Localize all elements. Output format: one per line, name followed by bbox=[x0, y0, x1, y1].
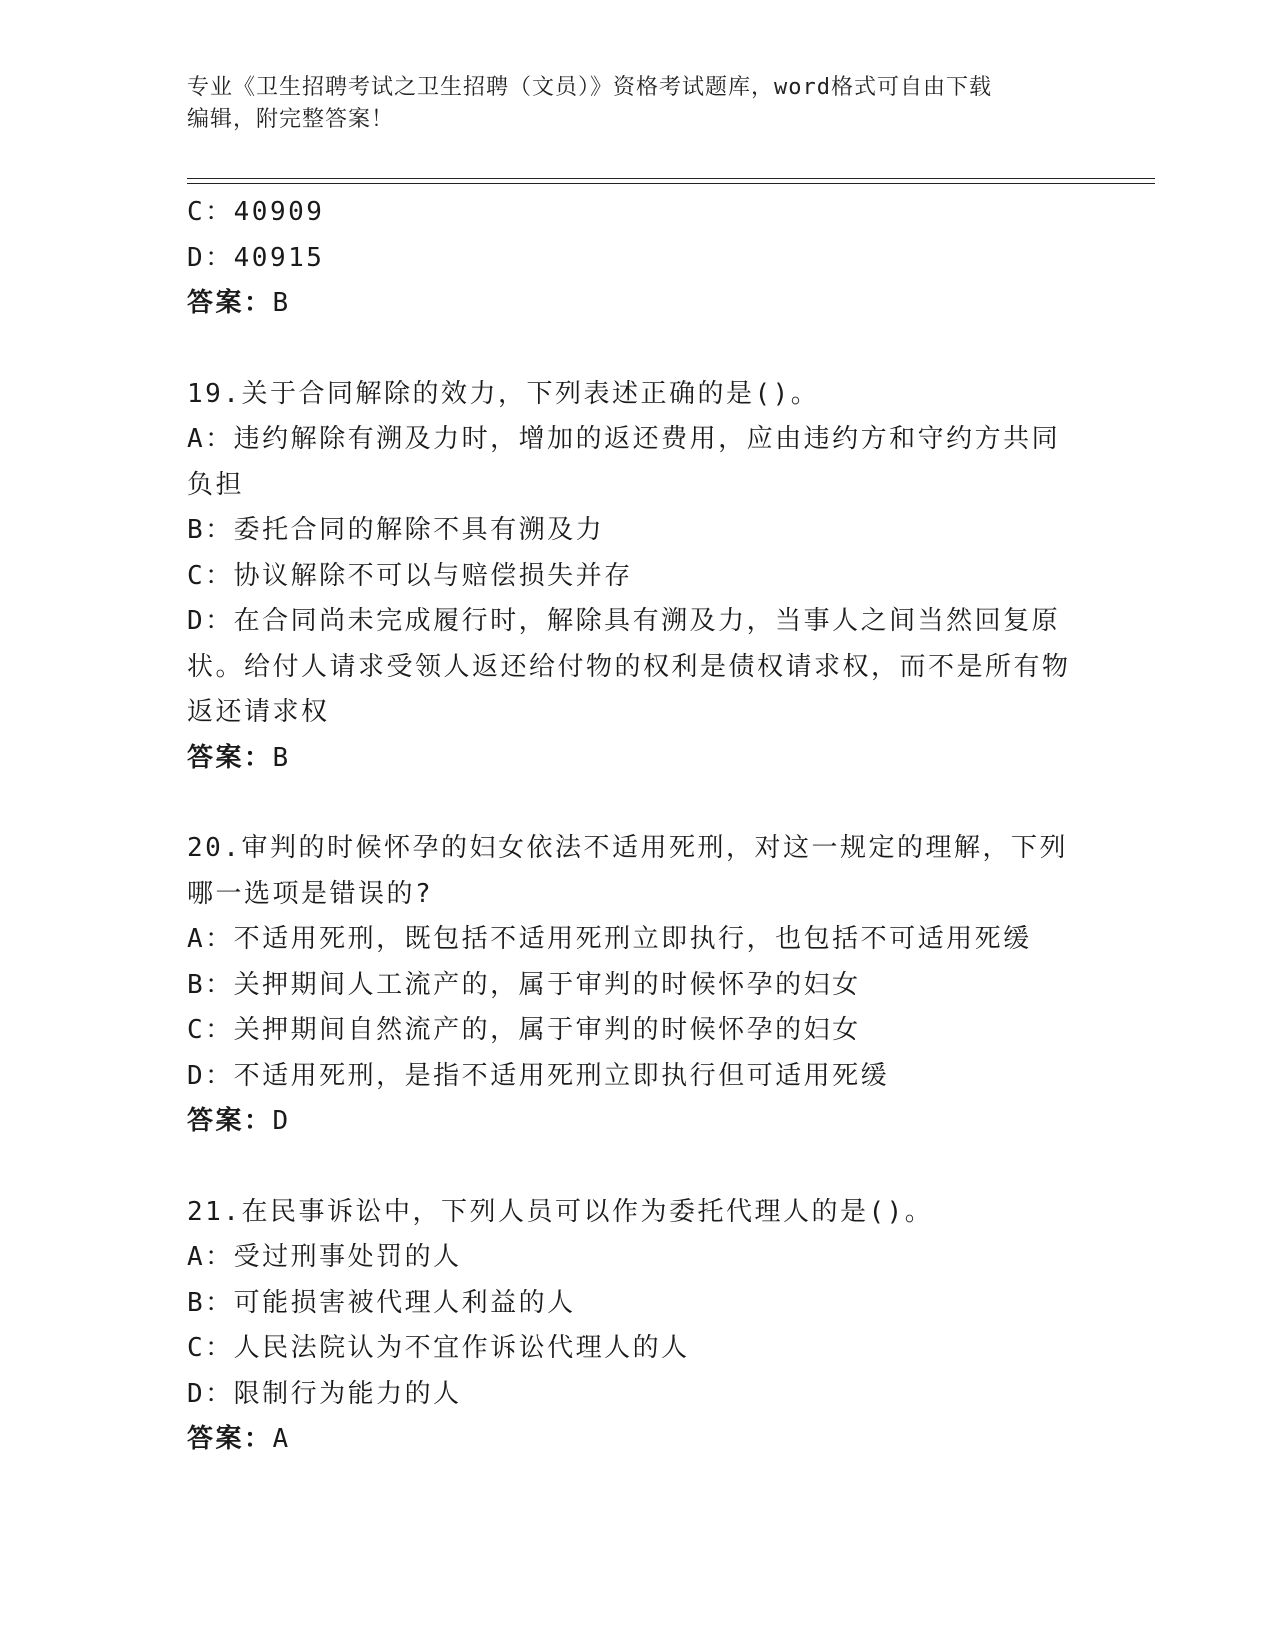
option-b: B：关押期间人工流产的，属于审判的时候怀孕的妇女 bbox=[187, 969, 861, 1000]
option-b: B：可能损害被代理人利益的人 bbox=[187, 1287, 576, 1318]
answer-value: D bbox=[272, 1106, 291, 1136]
spacer bbox=[187, 781, 1087, 826]
option-a: A：违约解除有溯及力时，增加的返还费用，应由违约方和守约方共同负担 bbox=[187, 424, 1061, 500]
option-d: D：在合同尚未完成履行时，解除具有溯及力，当事人之间当然回复原状。给付人请求受领人返还给付物的权利是债权请求权，而不是所有物返还请求权 bbox=[187, 606, 1071, 727]
answer-value: A bbox=[272, 1424, 291, 1454]
header-rule-top bbox=[187, 178, 1155, 179]
prev-question bbox=[187, 190, 1087, 327]
question-stem: 19.关于合同解除的效力，下列表述正确的是()。 bbox=[187, 378, 820, 409]
option-d: D：40915 bbox=[187, 242, 325, 273]
answer-label: 答案： bbox=[187, 742, 273, 773]
header-line-1: 专业《卫生招聘考试之卫生招聘（文员）》资格考试题库，word格式可自由下载 bbox=[187, 75, 992, 100]
question-stem: 21.在民事诉讼中，下列人员可以作为委托代理人的是()。 bbox=[187, 1196, 934, 1227]
option-c: C：协议解除不可以与赔偿损失并存 bbox=[187, 560, 633, 591]
answer-line bbox=[187, 281, 1087, 327]
document-header bbox=[187, 72, 1087, 136]
answer-line bbox=[187, 736, 1087, 782]
answer-value: B bbox=[272, 288, 291, 318]
answer-value: B bbox=[272, 742, 291, 773]
option-c: C：40909 bbox=[187, 197, 325, 227]
spacer bbox=[187, 1145, 1087, 1190]
question-content bbox=[187, 190, 1087, 1463]
header-rule-bottom bbox=[187, 183, 1155, 184]
option-d: D：不适用死刑，是指不适用死刑立即执行但可适用死缓 bbox=[187, 1060, 890, 1091]
question-20 bbox=[187, 826, 1087, 1145]
option-a: A：不适用死刑，既包括不适用死刑立即执行，也包括不可适用死缓 bbox=[187, 924, 1032, 954]
question-stem: 20.审判的时候怀孕的妇女依法不适用死刑，对这一规定的理解，下列哪一选项是错误的? bbox=[187, 833, 1068, 909]
question-21 bbox=[187, 1190, 1087, 1463]
answer-label: 答案： bbox=[187, 1106, 273, 1136]
answer-line bbox=[187, 1417, 1087, 1463]
option-c: C：关押期间自然流产的，属于审判的时候怀孕的妇女 bbox=[187, 1015, 861, 1045]
option-d: D：限制行为能力的人 bbox=[187, 1378, 462, 1409]
answer-label: 答案： bbox=[187, 1424, 273, 1454]
option-b: B：委托合同的解除不具有溯及力 bbox=[187, 515, 605, 545]
option-c: C：人民法院认为不宜作诉讼代理人的人 bbox=[187, 1333, 690, 1363]
option-a: A：受过刑事处罚的人 bbox=[187, 1242, 462, 1272]
spacer bbox=[187, 327, 1087, 372]
answer-line bbox=[187, 1099, 1087, 1145]
question-19 bbox=[187, 372, 1087, 782]
header-line-2: 编辑，附完整答案！ bbox=[187, 107, 395, 132]
answer-label: 答案： bbox=[187, 288, 273, 318]
